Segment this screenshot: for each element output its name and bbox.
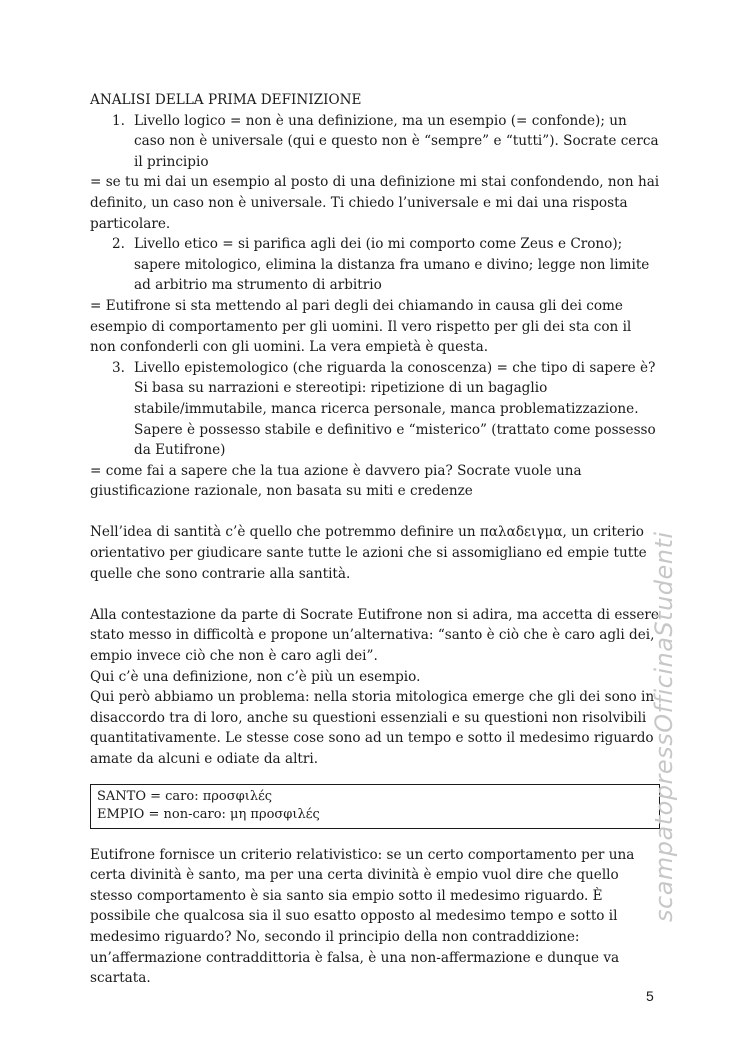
list-item-text: Livello logico = non è una definizione, ma un esempio (= confonde); un caso non è universale (qui e questo non è “sempre” e “tutti”). Socrate cerca il principio	[134, 112, 659, 170]
list-item-explanation: = Eutifrone si sta mettendo al pari degli dei chiamando in causa gli dei come esempio di comportamento per gli uomini. Il vero rispetto per gli dei sta con il non confonderli con gli uomini. La vera empietà è questa.	[90, 297, 632, 356]
section-heading: ANALISI DELLA PRIMA DEFINIZIONE	[90, 92, 362, 108]
list-item	[90, 234, 660, 296]
page-content	[90, 90, 660, 989]
paragraph-relativistico: Eutifrone fornisce un criterio relativistico: se un certo comportamento per una certa divinità è santo, ma per una certa divinità è empio vuol dire che quello stesso comportamento è sia santo sia empio sotto il medesimo riguardo. È possibile che qualcosa sia il suo esatto opposto al medesimo tempo e sotto il medesimo riguardo? No, secondo il principio della non contraddizione: un’affermazione contraddittoria è falsa, è una non-affermazione e dunque va scartata.	[90, 846, 635, 987]
page-number: 5	[646, 988, 654, 1004]
list-item	[90, 358, 660, 461]
definition-empio: EMPIO = non-caro: μη προσφιλές	[97, 807, 320, 823]
list-item-number: 1.	[112, 112, 125, 129]
list-item-number: 2.	[112, 236, 125, 253]
list-item	[90, 111, 660, 173]
list-item-text: Livello epistemologico (che riguarda la conoscenza) = che tipo di sapere è? Si basa su narrazioni e stereotipi: ripetizione di un bagaglio stabile/immutabile, manca ricerca personale, manca problematizzazione. Sapere è possesso stabile e definitivo e “misterico” (trattato come possesso da Eutifrone)	[134, 359, 656, 459]
paragraph-santita: Nell’idea di santità c’è quello che potremmo definire un παλαδειγμα, un criterio orientativo per giudicare sante tutte le azioni che si assomigliano ed empie tutte quelle che sono contrarie alla santità.	[90, 524, 647, 582]
definition-santo: SANTO = caro: προσφιλές	[97, 788, 273, 804]
definition-box	[90, 784, 660, 829]
list-item-explanation: = come fai a sapere che la tua azione è davvero pia? Socrate vuole una giustificazione razionale, non basata su miti e credenze	[90, 462, 582, 500]
list-item-number: 3.	[112, 359, 125, 376]
paragraph-contestazione	[90, 605, 660, 770]
list-item-explanation: = se tu mi dai un esempio al posto di una definizione mi stai confondendo, non hai definito, un caso non è universale. Ti chiedo l’universale e mi dai una risposta particolare.	[90, 174, 660, 232]
paragraph-line: Qui però abbiamo un problema: nella storia mitologica emerge che gli dei sono in disaccordo tra di loro, anche su questioni essenziali e su questioni non risolvibili quantitativamente. Le stesse cose sono ad un tempo e sotto il medesimo riguardo amate da alcuni e odiate da altri.	[90, 689, 655, 767]
paragraph-line: Alla contestazione da parte di Socrate Eutifrone non si adira, ma accetta di essere stato messo in difficoltà e propone un’alternativa: “santo è ciò che è caro agli dei, empio invece ciò che non è caro agli dei”.	[90, 606, 659, 665]
watermark: scampatopressOfficinaStudenti	[650, 531, 678, 922]
list-item-text: Livello etico = si parifica agli dei (io mi comporto come Zeus e Crono); sapere mitologico, elimina la distanza fra umano e divino; legge non limite ad arbitrio ma strumento di arbitrio	[134, 236, 650, 294]
paragraph-line: Qui c’è una definizione, non c’è più un esempio.	[90, 668, 421, 685]
